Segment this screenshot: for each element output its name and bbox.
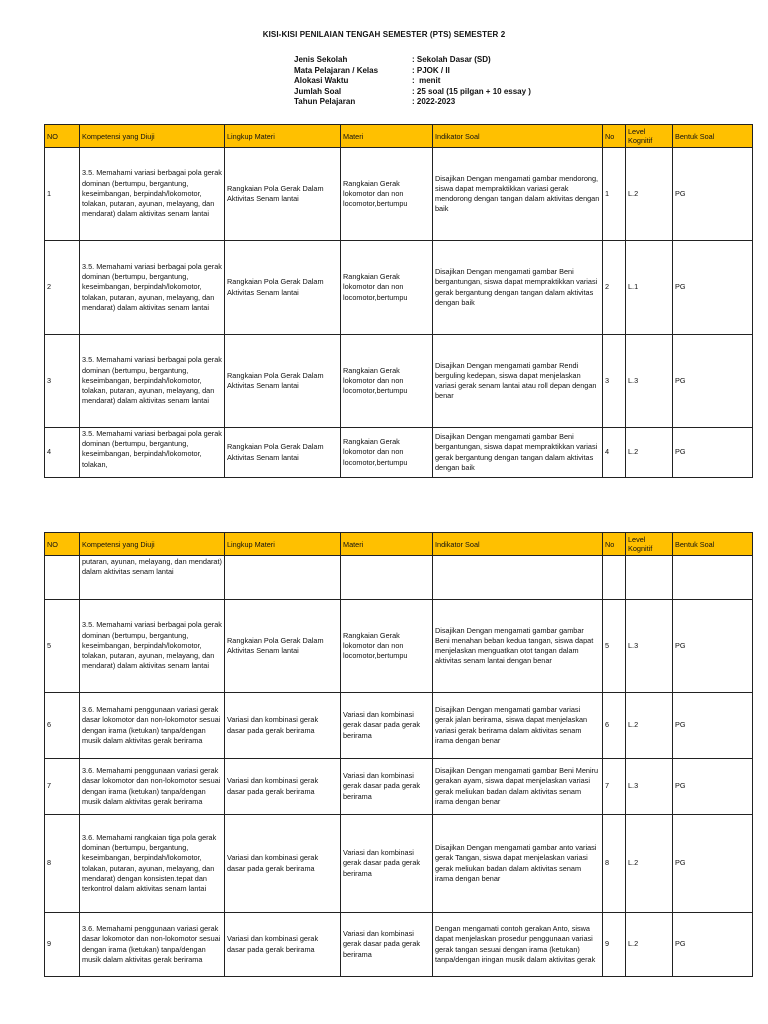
meta-value: : PJOK / II [412,65,450,75]
cell-no: 8 [45,815,80,913]
cell-kompetensi: 3.5. Memahami variasi berbagai pola gerak dominan (bertumpu, bergantung, keseimbangan, berpindah/lokomotor, tolakan, putaran, ayunan, melayang, dan mendarat) dalam aktivitas senam lantai [80,148,225,241]
cell-indikator-soal: Disajikan Dengan mengamati gambar gambar Beni menahan beban kedua tangan, siswa dapat menjelaskan menguatkan otot tangan dalam aktivitas senam lantai dengan benar [433,600,603,693]
table-row [45,556,753,600]
cell-materi: Rangkaian Gerak lokomotor dan non locomotor,bertumpu [341,428,433,478]
cell-kompetensi: putaran, ayunan, melayang, dan mendarat) dalam aktivitas senam lantai [80,556,225,600]
cell-level-kognitif: L.2 [626,428,673,478]
cell-bentuk-soal: PG [673,815,753,913]
cell-no: 6 [45,693,80,759]
cell-no-soal: 4 [603,428,626,478]
kisi-kisi-table-page-1 [44,124,753,478]
cell-no-soal: 2 [603,241,626,335]
cell-lingkup-materi [225,556,341,600]
cell-no: 4 [45,428,80,478]
cell-materi: Variasi dan kombinasi gerak dasar pada gerak berirama [341,815,433,913]
table-row [45,815,753,913]
cell-lingkup-materi: Rangkaian Pola Gerak Dalam Aktivitas Senam lantai [225,148,341,241]
cell-indikator-soal: Disajikan Dengan mengamati gambar anto variasi gerak Tangan, siswa dapat menjelaskan variasi gerak meliukan badan dalam aktivitas senam irama dengan benar [433,815,603,913]
cell-indikator-soal: Dengan mengamati contoh gerakan Anto, siswa dapat menjelaskan prosedur penggunaan variasi gerak tangan sesuai dengan irama (ketukan) tanpa/dengan iringan musik dalam aktivitas gerak [433,913,603,977]
header-bentuk-soal: Bentuk Soal [673,533,753,556]
cell-materi [341,556,433,600]
cell-level-kognitif: L.3 [626,335,673,428]
cell-indikator-soal: Disajikan Dengan mengamati gambar Rendi berguling kedepan, siswa dapat menjelaskan variasi gerak senam lantai atau roll depan dengan benar [433,335,603,428]
cell-kompetensi: 3.5. Memahami variasi berbagai pola gerak dominan (bertumpu, bergantung, keseimbangan, berpindah/lokomotor, tolakan, putaran, ayunan, melayang, dan mendarat) dalam aktivitas senam lantai [80,335,225,428]
table-row [45,335,753,428]
meta-value: : 2022-2023 [412,97,456,107]
cell-kompetensi: 3.5. Memahami variasi berbagai pola gerak dominan (bertumpu, bergantung, keseimbangan, berpindah/lokomotor, tolakan, [80,428,225,478]
meta-label: Jumlah Soal [294,86,342,96]
cell-indikator-soal: Disajikan Dengan mengamati gambar mendorong, siswa dapat mempraktikkan variasi gerak mendorong dengan tangan dalam aktivitas dengan baik [433,148,603,241]
cell-bentuk-soal: PG [673,241,753,335]
cell-no-soal: 8 [603,815,626,913]
cell-kompetensi: 3.6. Memahami penggunaan variasi gerak dasar lokomotor dan non-lokomotor sesuai dengan irama (ketukan) tanpa/dengan musik dalam aktivitas gerak berirama [80,693,225,759]
meta-label: Jenis Sekolah [294,55,348,64]
document-meta [294,55,531,108]
header-no-soal: No [603,125,626,148]
cell-no: 3 [45,335,80,428]
cell-no-soal [603,556,626,600]
cell-kompetensi: 3.5. Memahami variasi berbagai pola gerak dominan (bertumpu, bergantung, keseimbangan, berpindah/lokomotor, tolakan, putaran, ayunan, melayang, dan mendarat) dalam aktivitas senam lantai [80,600,225,693]
meta-label: Alokasi Waktu [294,76,349,86]
meta-row-tahun-pelajaran [294,97,531,108]
cell-lingkup-materi: Variasi dan kombinasi gerak dasar pada gerak berirama [225,693,341,759]
cell-bentuk-soal: PG [673,148,753,241]
cell-lingkup-materi: Rangkaian Pola Gerak Dalam Aktivitas Senam lantai [225,241,341,335]
cell-level-kognitif: L.2 [626,148,673,241]
cell-level-kognitif: L.1 [626,241,673,335]
cell-no: 5 [45,600,80,693]
header-kompetensi: Kompetensi yang Diuji [80,533,225,556]
cell-level-kognitif: L.2 [626,913,673,977]
cell-no: 7 [45,759,80,815]
cell-lingkup-materi: Rangkaian Pola Gerak Dalam Aktivitas Senam lantai [225,600,341,693]
meta-row-alokasi-waktu [294,76,531,87]
header-no-soal: No [603,533,626,556]
cell-level-kognitif [626,556,673,600]
header-lingkup-materi: Lingkup Materi [225,125,341,148]
table-row [45,428,753,478]
table-row [45,693,753,759]
header-bentuk-soal: Bentuk Soal [673,125,753,148]
cell-kompetensi: 3.6. Memahami rangkaian tiga pola gerak dominan (bertumpu, bergantung, keseimbangan, berpindah/lokomotor, tolakan, putaran, ayunan, melayang, dan mendarat) dengan konsisten.tepat dan terkontrol dalam aktivitas senam lantai [80,815,225,913]
cell-lingkup-materi: Rangkaian Pola Gerak Dalam Aktivitas Senam lantai [225,335,341,428]
cell-materi: Rangkaian Gerak lokomotor dan non locomotor,bertumpu [341,335,433,428]
cell-materi: Rangkaian Gerak lokomotor dan non locomotor,bertumpu [341,148,433,241]
table-row [45,759,753,815]
header-level-kognitif: Level Kognitif [626,533,673,556]
cell-kompetensi: 3.5. Memahami variasi berbagai pola gerak dominan (bertumpu, bergantung, keseimbangan, berpindah/lokomotor, tolakan, putaran, ayunan, melayang, dan mendarat) dalam aktivitas senam lantai [80,241,225,335]
table-row [45,148,753,241]
meta-label: Tahun Pelajaran [294,97,356,107]
cell-indikator-soal [433,556,603,600]
kisi-kisi-table-page-2 [44,532,753,977]
cell-no [45,556,80,600]
header-level-kognitif: Level Kognitif [626,125,673,148]
cell-materi: Variasi dan kombinasi gerak dasar pada gerak berirama [341,759,433,815]
cell-level-kognitif: L.3 [626,759,673,815]
header-materi: Materi [341,125,433,148]
header-no: NO [45,533,80,556]
table-header-row [45,125,753,148]
cell-kompetensi: 3.6. Memahami penggunaan variasi gerak dasar lokomotor dan non-lokomotor sesuai dengan irama (ketukan) tanpa/dengan musik dalam aktivitas gerak berirama [80,759,225,815]
cell-indikator-soal: Disajikan Dengan mengamati gambar variasi gerak jalan berirama, siswa dapat menjelaskan variasi gerak berirama dalam aktivitas senam irama dengan benar [433,693,603,759]
meta-row-jenis-sekolah [294,55,531,66]
header-no: NO [45,125,80,148]
table-row [45,913,753,977]
cell-indikator-soal: Disajikan Dengan mengamati gambar Beni Meniru gerakan ayam, siswa dapat menjelaskan variasi gerak meliukan badan dalam aktivitas senam irama dengan benar [433,759,603,815]
cell-materi: Rangkaian Gerak lokomotor dan non locomotor,bertumpu [341,600,433,693]
cell-bentuk-soal: PG [673,335,753,428]
cell-materi: Rangkaian Gerak lokomotor dan non locomotor,bertumpu [341,241,433,335]
table-header-row [45,533,753,556]
meta-value: : 25 soal (15 pilgan + 10 essay ) [412,86,531,96]
cell-bentuk-soal: PG [673,759,753,815]
header-materi: Materi [341,533,433,556]
header-kompetensi: Kompetensi yang Diuji [80,125,225,148]
cell-no-soal: 3 [603,335,626,428]
table-row [45,241,753,335]
cell-no: 1 [45,148,80,241]
cell-bentuk-soal: PG [673,693,753,759]
cell-bentuk-soal: PG [673,600,753,693]
cell-level-kognitif: L.3 [626,600,673,693]
cell-bentuk-soal: PG [673,428,753,478]
cell-lingkup-materi: Rangkaian Pola Gerak Dalam Aktivitas Senam lantai [225,428,341,478]
cell-lingkup-materi: Variasi dan kombinasi gerak dasar pada gerak berirama [225,815,341,913]
cell-bentuk-soal: PG [673,913,753,977]
cell-bentuk-soal [673,556,753,600]
cell-no-soal: 6 [603,693,626,759]
cell-level-kognitif: L.2 [626,693,673,759]
cell-lingkup-materi: Variasi dan kombinasi gerak dasar pada gerak berirama [225,759,341,815]
cell-indikator-soal: Disajikan Dengan mengamati gambar Beni bergantungan, siswa dapat mempraktikkan variasi gerak bergantung dengan tangan dalam aktivitas dengan baik [433,241,603,335]
cell-no: 9 [45,913,80,977]
document-title: KISI-KISI PENILAIAN TENGAH SEMESTER (PTS) SEMESTER 2 [262,30,506,39]
header-lingkup-materi: Lingkup Materi [225,533,341,556]
cell-indikator-soal: Disajikan Dengan mengamati gambar Beni bergantungan, siswa dapat mempraktikkan variasi gerak bergantung dengan tangan dalam aktivitas dengan baik [433,428,603,478]
meta-row-mata-pelajaran [294,66,531,77]
meta-label: Mata Pelajaran / Kelas [294,65,379,75]
meta-value: : menit [412,76,441,86]
table-row [45,600,753,693]
cell-kompetensi: 3.6. Memahami penggunaan variasi gerak dasar lokomotor dan non-lokomotor sesuai dengan irama (ketukan) tanpa/dengan musik dalam aktivitas gerak berirama [80,913,225,977]
cell-no-soal: 9 [603,913,626,977]
cell-no: 2 [45,241,80,335]
cell-level-kognitif: L.2 [626,815,673,913]
cell-lingkup-materi: Variasi dan kombinasi gerak dasar pada gerak berirama [225,913,341,977]
cell-no-soal: 5 [603,600,626,693]
cell-no-soal: 7 [603,759,626,815]
cell-no-soal: 1 [603,148,626,241]
header-indikator-soal: Indikator Soal [433,533,603,556]
header-indikator-soal: Indikator Soal [433,125,603,148]
cell-materi: Variasi dan kombinasi gerak dasar pada gerak berirama [341,913,433,977]
meta-value: : Sekolah Dasar (SD) [412,55,491,64]
meta-row-jumlah-soal [294,87,531,98]
cell-materi: Variasi dan kombinasi gerak dasar pada gerak berirama [341,693,433,759]
